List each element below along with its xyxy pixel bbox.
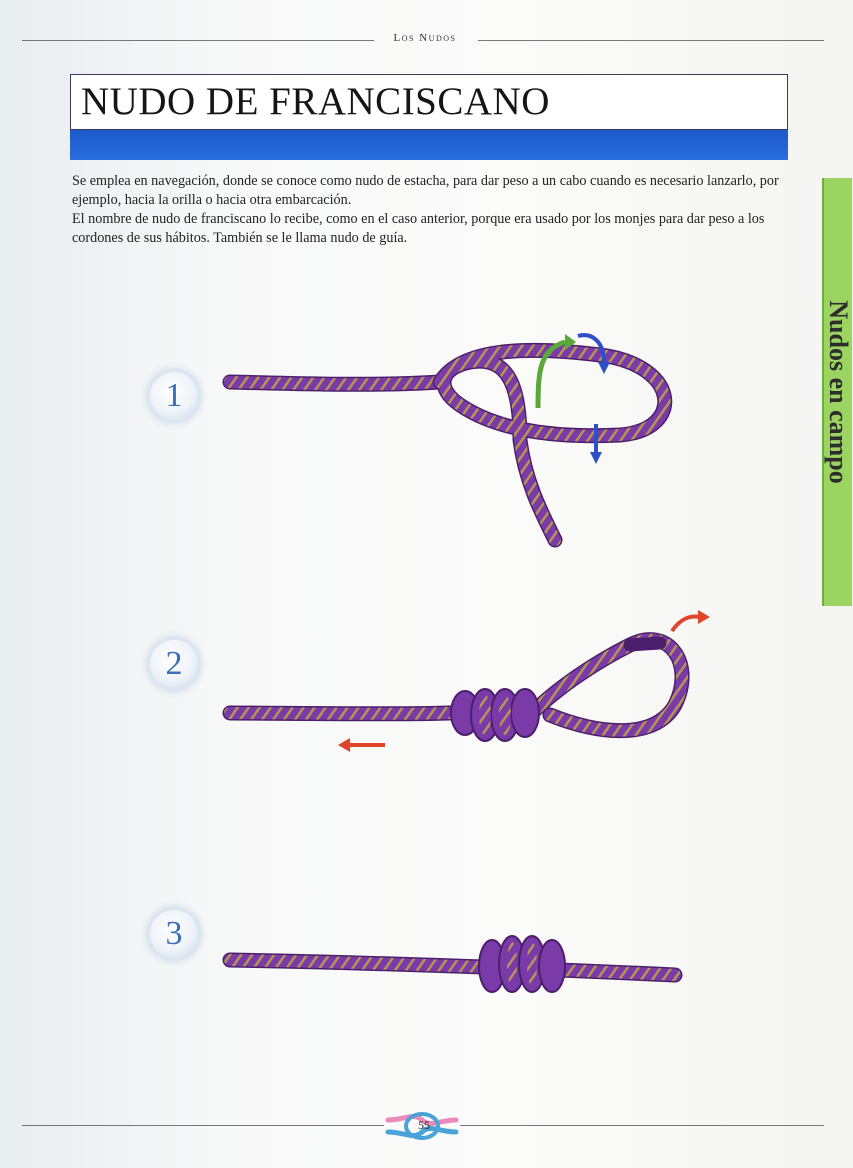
step-1-loop — [440, 350, 665, 540]
side-tab-label: Nudos en campo — [824, 300, 853, 484]
running-head-text: Los Nudos — [393, 32, 457, 44]
step-badge-3: 3 — [150, 910, 198, 958]
step-2-wraps — [451, 689, 539, 741]
running-head — [0, 32, 850, 44]
title-box — [70, 74, 788, 130]
intro-text — [72, 172, 790, 248]
page-number: 55 — [418, 1118, 430, 1132]
footer-rule-left — [22, 1125, 384, 1126]
step-1-knot-illustration — [220, 320, 700, 560]
side-tab — [822, 178, 852, 606]
title-band — [70, 130, 788, 160]
step-badge-2: 2 — [150, 640, 198, 688]
step-2-red-arrow-right — [672, 617, 700, 631]
intro-paragraph-1: Se emplea en navegación, donde se conoce como nudo de estacha, para dar peso a un cabo cuando es necesario lanzarlo, por ejemplo, hacia la orilla o hacia otra embarcación. — [72, 173, 779, 208]
page-title: NUDO DE FRANCISCANO — [81, 80, 550, 123]
step-badge-1: 1 — [150, 372, 198, 420]
step-3-finished-knot — [479, 936, 565, 992]
intro-paragraph-2: El nombre de nudo de franciscano lo recibe, como en el caso anterior, porque era usado por los monjes para dar peso a los cordones de sus hábitos. También se le llama nudo de guía. — [72, 211, 765, 246]
step-2-knot-illustration — [220, 605, 720, 775]
step-3-knot-illustration — [220, 920, 700, 1010]
footer-rule-right — [460, 1125, 824, 1126]
